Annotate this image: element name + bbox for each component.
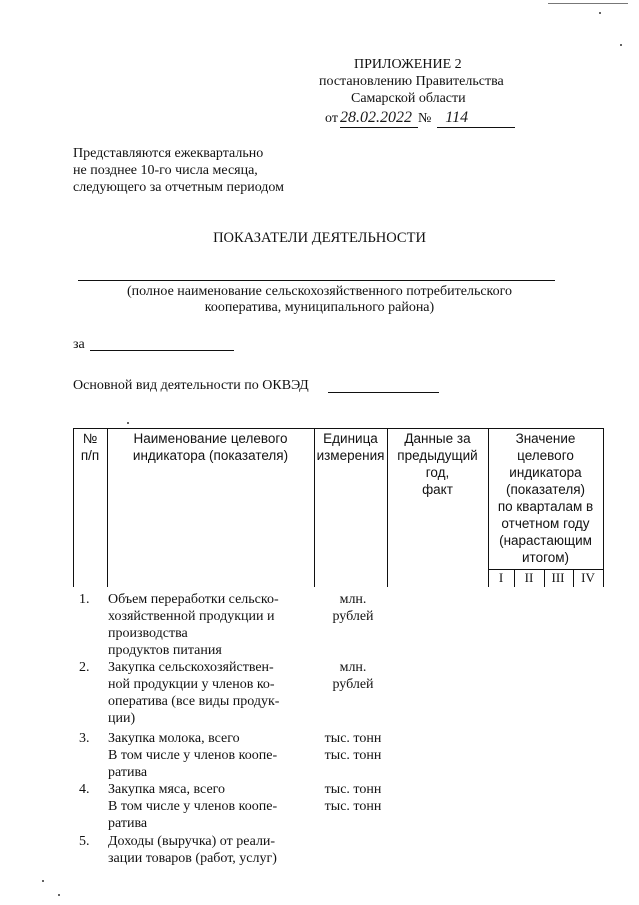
row-1-unit — [318, 591, 388, 625]
quarter-border-3 — [573, 569, 574, 587]
note-line-3: следующего за отчетным периодом — [73, 180, 285, 195]
header-prev-line: факт — [422, 482, 453, 497]
header-target — [488, 430, 603, 566]
row-5-name-line: зации товаров (работ, услуг) — [108, 851, 277, 866]
quarter-border-1 — [514, 569, 515, 587]
header-name-line: Наименование целевого — [133, 431, 288, 446]
note-line-1: Представляются ежеквартально — [73, 146, 264, 161]
row-1-name — [108, 591, 308, 659]
row-3-unit-line: тыс. тонн — [324, 748, 382, 763]
header-prev-year — [387, 430, 488, 498]
appendix-title: ПРИЛОЖЕНИЕ 2 — [354, 57, 462, 72]
header-prev-line: год, — [425, 465, 450, 480]
row-3-unit-line: тыс. тонн — [324, 731, 382, 746]
header-name-line: индикатора (показателя) — [132, 448, 289, 463]
header-unit-line: измерения — [316, 448, 385, 463]
row-5-name — [108, 833, 308, 867]
header-num-line: п/п — [80, 448, 100, 463]
row-2-unit-line: рублей — [332, 677, 374, 692]
quarter-header-4: IV — [581, 570, 595, 585]
org-caption-line-2: кооператива, муниципального района) — [204, 300, 435, 315]
header-target-line: по кварталам в — [497, 499, 594, 514]
org-name-line — [78, 280, 555, 281]
row-3-number: 3. — [79, 731, 90, 746]
number-prefix: № — [417, 111, 432, 126]
header-unit — [314, 430, 387, 464]
header-target-line: (нарастающим — [499, 533, 592, 548]
appendix-line-government: постановлению Правительства — [319, 74, 504, 89]
row-2-name-line: ной продукции у членов ко- — [108, 677, 275, 692]
row-2-number: 2. — [79, 660, 90, 675]
header-unit-line: Единица — [323, 431, 378, 446]
scan-speck — [58, 894, 60, 896]
period-label: за — [73, 337, 85, 352]
quarter-header-2: II — [524, 570, 534, 585]
period-line — [90, 350, 234, 351]
header-target-line: Значение — [515, 431, 576, 446]
org-caption-line-1: (полное наименование сельскохозяйственного потребительского — [126, 284, 513, 299]
row-5-name-line: Доходы (выручка) от реали- — [108, 834, 276, 849]
header-target-line: индикатора — [509, 465, 582, 480]
header-target-line: итогом) — [522, 550, 569, 565]
header-name — [107, 430, 314, 464]
quarter-header-3: III — [551, 570, 565, 585]
scan-speck — [127, 422, 129, 424]
okved-label: Основной вид деятельности по ОКВЭД — [73, 378, 309, 393]
row-4-name-line: Закупка мяса, всего — [108, 782, 226, 797]
row-1-name-line: Объем переработки сельско- — [108, 592, 279, 607]
scan-speck — [42, 880, 44, 882]
okved-line — [328, 392, 439, 393]
note-line-2: не позднее 10-го числа месяца, — [73, 163, 258, 178]
row-4-unit-line: тыс. тонн — [324, 782, 382, 797]
row-3-name-line: Закупка молока, всего — [108, 731, 240, 746]
row-5-number: 5. — [79, 834, 90, 849]
row-1-number: 1. — [79, 592, 90, 607]
row-1-name-line: продуктов питания — [108, 643, 222, 658]
header-prev-line: предыдущий — [397, 448, 478, 463]
row-1-unit-line: рублей — [332, 609, 374, 624]
row-4-name — [108, 781, 308, 832]
row-2-name-line: оператива (все виды продук- — [108, 694, 280, 709]
handwritten-number: 114 — [437, 109, 515, 128]
handwritten-date: 28.02.2022 — [340, 109, 418, 128]
header-target-line: целевого — [517, 448, 574, 463]
row-4-unit — [318, 781, 388, 815]
row-4-unit-line: тыс. тонн — [324, 799, 382, 814]
date-prefix: от — [325, 111, 338, 126]
row-1-unit-line: млн. — [339, 592, 367, 607]
appendix-line-region: Самарской области — [351, 91, 466, 106]
row-3-name — [108, 730, 308, 781]
page-title: ПОКАЗАТЕЛИ ДЕЯТЕЛЬНОСТИ — [213, 230, 426, 246]
row-4-name-line: В том числе у членов коопе- — [108, 799, 278, 814]
header-border-right — [603, 428, 604, 587]
header-target-line: (показателя) — [505, 482, 586, 497]
scan-edge-mark — [548, 3, 628, 4]
row-2-name-line: ции) — [108, 711, 136, 726]
row-4-number: 4. — [79, 782, 90, 797]
header-target-line: отчетном году — [501, 516, 590, 531]
header-num-line: № — [82, 431, 98, 446]
row-2-name — [108, 659, 308, 727]
row-3-name-line: ратива — [108, 765, 148, 780]
header-num — [73, 430, 107, 464]
row-1-name-line: производства — [108, 626, 188, 641]
scan-speck — [620, 44, 622, 46]
header-top-border — [73, 428, 604, 429]
header-prev-line: Данные за — [404, 431, 471, 446]
row-3-name-line: В том числе у членов коопе- — [108, 748, 278, 763]
table-header — [73, 428, 604, 587]
row-1-name-line: хозяйственной продукции и — [108, 609, 275, 624]
row-2-unit — [318, 659, 388, 693]
row-4-name-line: ратива — [108, 816, 148, 831]
scan-speck — [599, 12, 601, 14]
row-2-unit-line: млн. — [339, 660, 367, 675]
row-3-unit — [318, 730, 388, 764]
quarter-header-1: I — [498, 570, 504, 585]
appendix-date-row — [325, 109, 515, 128]
row-2-name-line: Закупка сельскохозяйствен- — [108, 660, 274, 675]
